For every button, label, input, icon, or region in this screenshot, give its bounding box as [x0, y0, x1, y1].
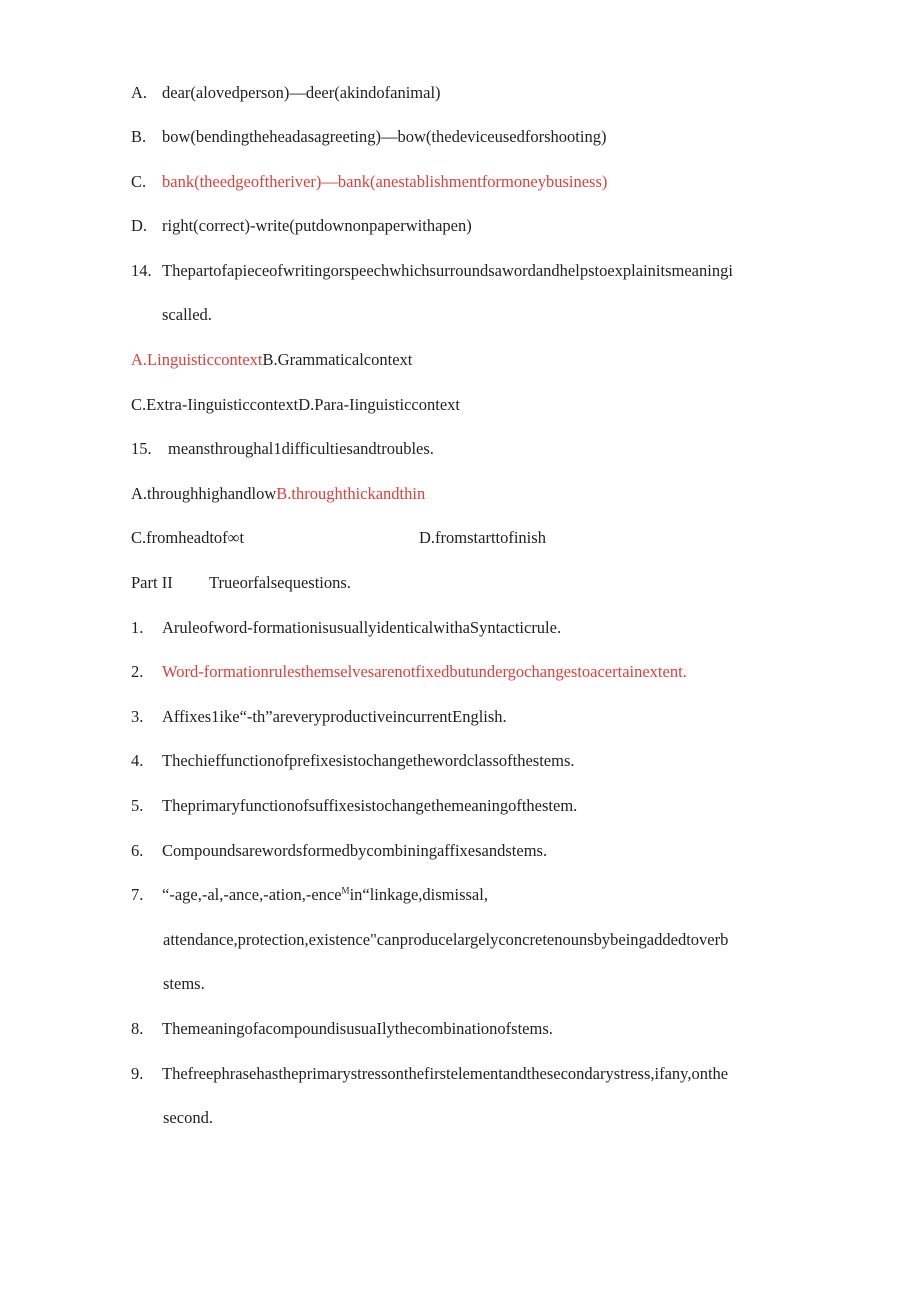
tf-item-8: [131, 1019, 553, 1039]
item-number: 4.: [131, 751, 144, 770]
item-text: Compoundsarewordsformedbycombiningaffixesandstems.: [162, 841, 548, 860]
item-number: 2.: [131, 662, 144, 681]
item-text: Thefreephrasehastheprimarystressonthefirstelementandthesecondarystress,ifany,onthe: [162, 1064, 729, 1083]
item-text: Affixes1ike“-th”areveryproductiveincurrentEnglish.: [162, 707, 507, 726]
tf-item-3: [131, 707, 507, 727]
option-label: B.: [131, 127, 147, 146]
item-number: 8.: [131, 1019, 144, 1038]
question-stem: Thepartofapieceofwritingorspeechwhichsurroundsawordandhelpstoexplainitsmeaningi: [162, 261, 733, 280]
item-number: 1.: [131, 618, 144, 637]
tf-item-7-continued: stems.: [163, 974, 205, 993]
tf-item-5: [131, 796, 577, 816]
option-label: A.: [131, 83, 148, 102]
superscript-mark: M: [341, 885, 350, 896]
option-b: B.Grammaticalcontext: [262, 350, 413, 369]
question-15: [131, 439, 434, 459]
tf-item-4: [131, 751, 575, 771]
option-a: [131, 83, 441, 103]
item-text: Aruleofword-formationisusuallyidenticalwithaSyntacticrule.: [162, 618, 562, 637]
item-number: 3.: [131, 707, 144, 726]
option-label: D.: [131, 216, 148, 235]
question-15-option-d: D.fromstarttofinish: [419, 528, 546, 547]
item-number: 5.: [131, 796, 144, 815]
option-d: [131, 216, 472, 236]
item-text: Thechieffunctionofprefixesistochangethewordclassofthestems.: [162, 751, 575, 770]
question-15-options-ab: [131, 484, 425, 504]
option-text-answer: bank(theedgeoftheriver)—bank(anestablishmentformoneybusiness): [162, 172, 608, 191]
tf-item-9: [131, 1064, 728, 1084]
option-text: dear(alovedperson)—deer(akindofanimal): [162, 83, 441, 102]
option-text: right(correct)-write(putdownonpaperwithapen): [162, 216, 472, 235]
option-text: bow(bendingtheheadasagreeting)—bow(thedeviceusedforshooting): [162, 127, 607, 146]
item-number: 7.: [131, 885, 144, 904]
section-heading: [131, 573, 351, 593]
item-text: in“linkage,dismissal,: [349, 885, 488, 904]
item-text: Theprimaryfunctionofsuffixesistochangethemeaningofthestem.: [162, 796, 578, 815]
question-14-options-cd: C.Extra-IinguisticcontextD.Para-Iinguisticcontext: [131, 395, 460, 414]
tf-item-7-continued: attendance,protection,existence"canproducelargelyconcretenounsbybeingaddedtoverb: [163, 930, 729, 949]
tf-item-9-continued: second.: [163, 1108, 213, 1127]
option-a: A.throughhighandlow: [131, 484, 277, 503]
option-c: [131, 172, 607, 192]
question-14-continued: scalled.: [162, 305, 212, 324]
question-number: 14.: [131, 261, 152, 280]
item-number: 6.: [131, 841, 144, 860]
tf-item-2: [131, 662, 687, 682]
option-b-answer: B.throughthickandthin: [276, 484, 426, 503]
question-stem: meansthroughal1difficultiesandtroubles.: [168, 439, 434, 458]
question-14: [131, 261, 733, 281]
option-label: C.: [131, 172, 147, 191]
part-title: Trueorfalsequestions.: [209, 573, 351, 592]
tf-item-1: [131, 618, 561, 638]
question-14-options-ab: [131, 350, 412, 370]
item-text-answer: Word-formationrulesthemselvesarenotfixedbutundergochangestoacertainextent.: [162, 662, 687, 681]
option-a-answer: A.Linguisticcontext: [131, 350, 263, 369]
item-text: ThemeaningofacompoundisusuaIlythecombinationofstems.: [162, 1019, 553, 1038]
question-number: 15.: [131, 439, 152, 458]
item-text: “-age,-al,-ance,-ation,-ence: [162, 885, 342, 904]
tf-item-6: [131, 841, 547, 861]
item-number: 9.: [131, 1064, 144, 1083]
part-label: Part II: [131, 573, 173, 592]
question-15-option-c: C.fromheadtof∞t: [131, 528, 245, 547]
tf-item-7: [131, 885, 488, 905]
option-b: [131, 127, 606, 147]
